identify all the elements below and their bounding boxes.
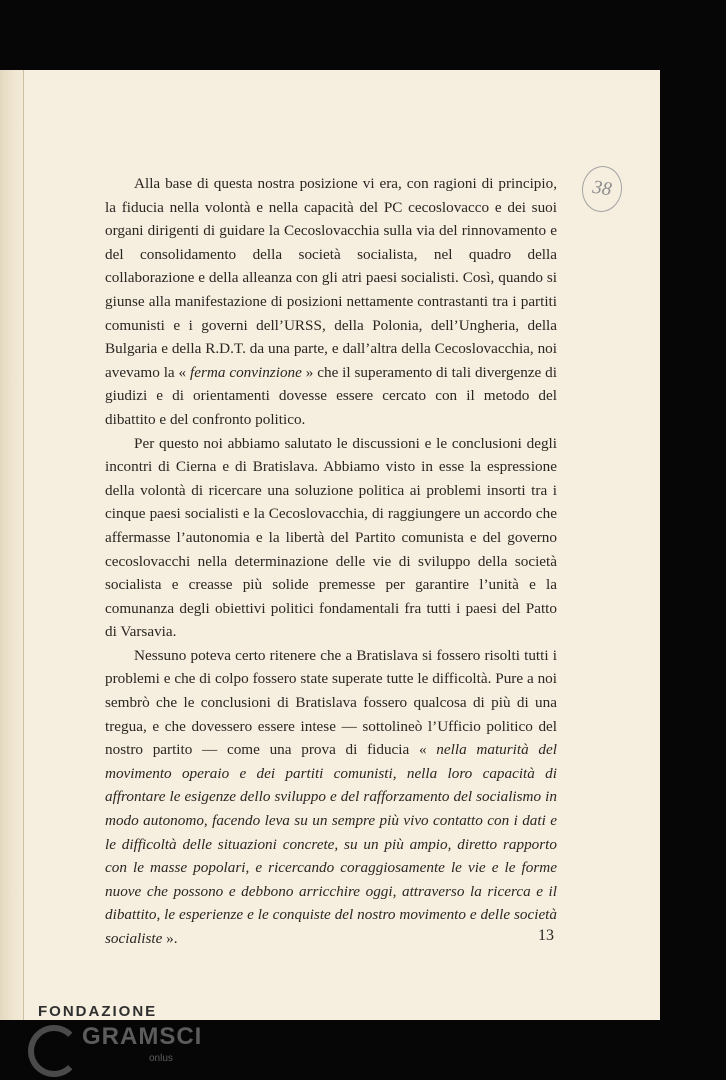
- paragraph: [105, 172, 557, 432]
- body-text: [105, 172, 557, 951]
- watermark-g-logo-icon: [28, 1025, 80, 1077]
- watermark-line-1: FONDAZIONE: [38, 1003, 158, 1020]
- book-gutter-line: [23, 70, 24, 1020]
- folio-mark-number: 38: [591, 176, 613, 201]
- italic-quote: nella maturità del movimento operaio e dei partiti comunisti, nella loro capacità di affrontare le esigenze dello sviluppo e del rafforzamento del socialismo in modo autonomo, facendo leva su un sempre più vivo contatto con i dati e le difficoltà delle situazioni concrete, su un più ampio, diretto rapporto con le masse popolari, e ricercando coraggiosamente le vie e le forme nuove che possono e debbono arricchire oggi, attraverso la ricerca e il dibattito, le esperienze e le conquiste del nostro movimento e delle società socialiste: [105, 741, 557, 947]
- page-number: 13: [538, 927, 554, 944]
- watermark-line-2: GRAMSCI: [82, 1023, 203, 1050]
- text-segment: ».: [162, 930, 178, 947]
- paragraph: [105, 644, 557, 951]
- paragraph: [105, 432, 557, 644]
- text-segment: Per questo noi abbiamo salutato le discussioni e le conclusioni degli incontri di Cierna e di Bratislava. Abbiamo visto in esse la espressione della volontà di ricercare una soluzione politica ai problemi insorti tra i cinque paesi socialisti e la Cecoslovacchia, di raggiungere un accordo che affermasse l’autonomia e la libertà del Partito comunista e del governo cecoslovacchi nella determinazione delle vie di sviluppo della società socialista e creasse più solide premesse per garantire l’unità e la comunanza degli obiettivi politici fondamentali fra tutti i paesi del Patto di Varsavia.: [105, 434, 557, 641]
- italic-quote: ferma convinzione: [190, 363, 302, 381]
- watermark-line-3: onlus: [149, 1053, 173, 1064]
- handwritten-folio-mark: [579, 163, 625, 214]
- book-spine-shadow: [0, 70, 24, 1020]
- document-page: [0, 70, 660, 1020]
- fondazione-gramsci-watermark: [18, 1003, 218, 1075]
- text-segment: Nessuno poteva certo ritenere che a Bratislava si fossero risolti tutti i problemi e che di colpo fossero state superate tutte le difficoltà. Pure a noi sembrò che le conclusioni di Bratislava fossero qualcosa di più di una tregua, e che dovessero essere intese — sottolineò l’Ufficio politico del nostro partito — come una prova di fiducia «: [105, 646, 557, 759]
- text-segment: » che il superamento di tali divergenze di giudizi e di orientamenti dovesse essere cercato con il metodo del dibattito e del confronto politico.: [105, 363, 557, 428]
- text-segment: Alla base di questa nostra posizione vi era, con ragioni di principio, la fiducia nella volontà e nella capacità del PC cecoslovacco e dei suoi organi dirigenti di guidare la Cecoslovacchia sulla via del rinnovamento e del consolidamento della società socialista, nel quadro della collaborazione e della alleanza con gli atri paesi socialisti. Così, quando si giunse alla manifestazione di posizioni nettamente contrastanti tra i partiti comunisti e i governi dell’URSS, della Polonia, dell’Ungheria, della Bulgaria e della R.D.T. da una parte, e dall’altra della Cecoslovacchia, noi avevamo la «: [105, 175, 557, 381]
